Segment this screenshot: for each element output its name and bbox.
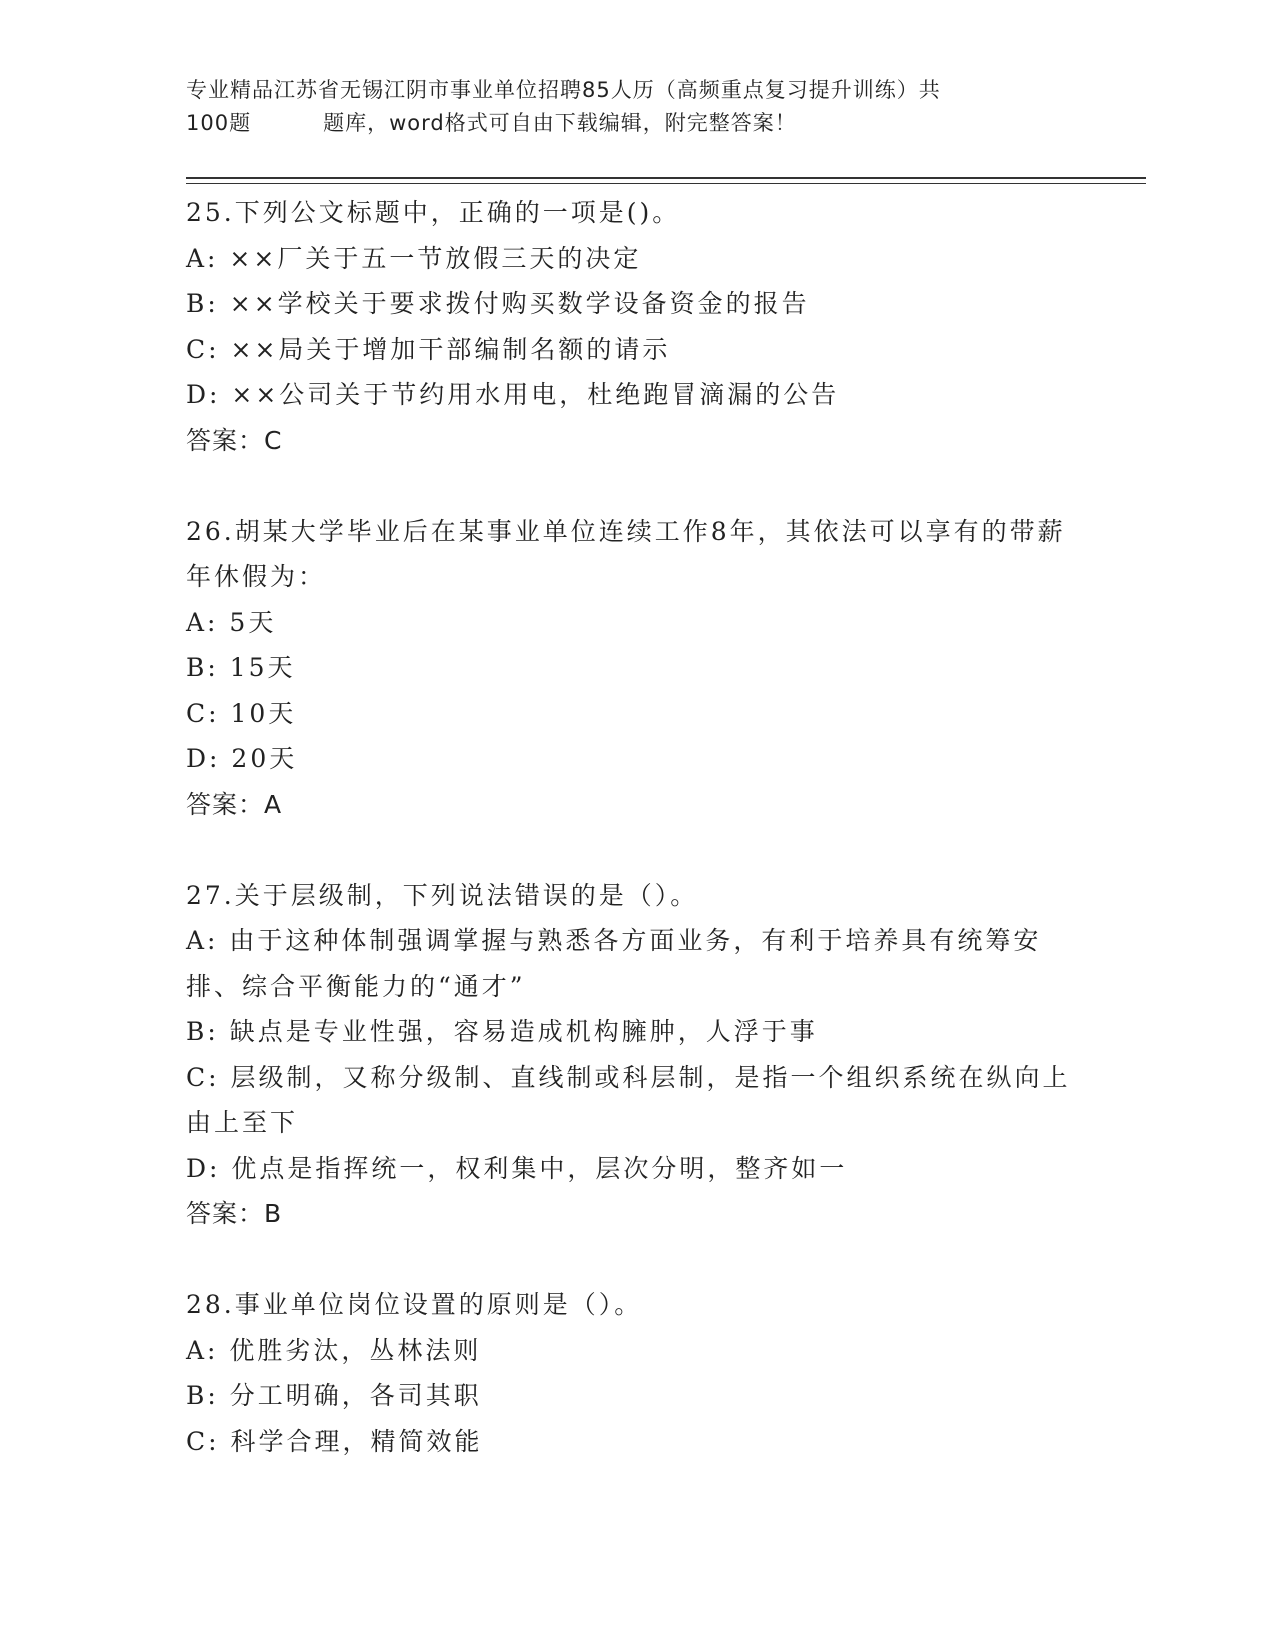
header-line-2 <box>186 107 1066 140</box>
option-d: D: 优点是指挥统一，权利集中，层次分明，整齐如一 <box>186 1153 848 1183</box>
option-d: D: 20天 <box>186 744 298 773</box>
question-stem: 25.下列公文标题中，正确的一项是()。 <box>186 198 681 227</box>
answer: 答案：C <box>186 425 283 455</box>
option-b: B: ××学校关于要求拨付购买数学设备资金的报告 <box>186 289 810 318</box>
question-stem: 27.关于层级制，下列说法错误的是（）。 <box>186 880 699 910</box>
header-divider-thin <box>186 183 1146 184</box>
option-a: A: 5天 <box>186 607 277 637</box>
header-line-1: 专业精品江苏省无锡江阴市事业单位招聘85人历（高频重点复习提升训练）共 <box>186 78 941 102</box>
question-27 <box>186 873 1086 1237</box>
option-c: C: ××局关于增加干部编制名额的请示 <box>186 334 671 364</box>
option-a: A: ××厂关于五一节放假三天的决定 <box>186 243 642 273</box>
answer: 答案：A <box>186 789 283 819</box>
option-b: B: 15天 <box>186 653 296 682</box>
header-description: 题库，word格式可自由下载编辑，附完整答案！ <box>323 111 797 135</box>
header-question-count: 100题 <box>186 111 252 135</box>
header-divider-thick <box>186 177 1146 179</box>
option-a: A: 优胜劣汰，丛林法则 <box>186 1335 482 1365</box>
question-list <box>186 190 1086 1464</box>
option-b: B: 缺点是专业性强，容易造成机构臃肿，人浮于事 <box>186 1017 818 1046</box>
document-header <box>186 74 1066 140</box>
question-28 <box>186 1282 1086 1464</box>
option-c: C: 10天 <box>186 698 297 728</box>
question-26 <box>186 509 1086 828</box>
option-a: A: 由于这种体制强调掌握与熟悉各方面业务，有利于培养具有统筹安排、综合平衡能力的“通才” <box>186 926 1042 1001</box>
question-stem: 26.胡某大学毕业后在某事业单位连续工作8年，其依法可以享有的带薪年休假为： <box>186 516 1066 591</box>
option-c: C: 层级制，又称分级制、直线制或科层制，是指一个组织系统在纵向上由上至下 <box>186 1062 1071 1137</box>
answer: 答案：B <box>186 1199 283 1228</box>
question-stem: 28.事业单位岗位设置的原则是（）。 <box>186 1290 643 1319</box>
question-25 <box>186 190 1086 463</box>
option-d: D: ××公司关于节约用水用电，杜绝跑冒滴漏的公告 <box>186 380 840 409</box>
option-c: C: 科学合理，精简效能 <box>186 1426 483 1456</box>
option-b: B: 分工明确，各司其职 <box>186 1381 482 1410</box>
